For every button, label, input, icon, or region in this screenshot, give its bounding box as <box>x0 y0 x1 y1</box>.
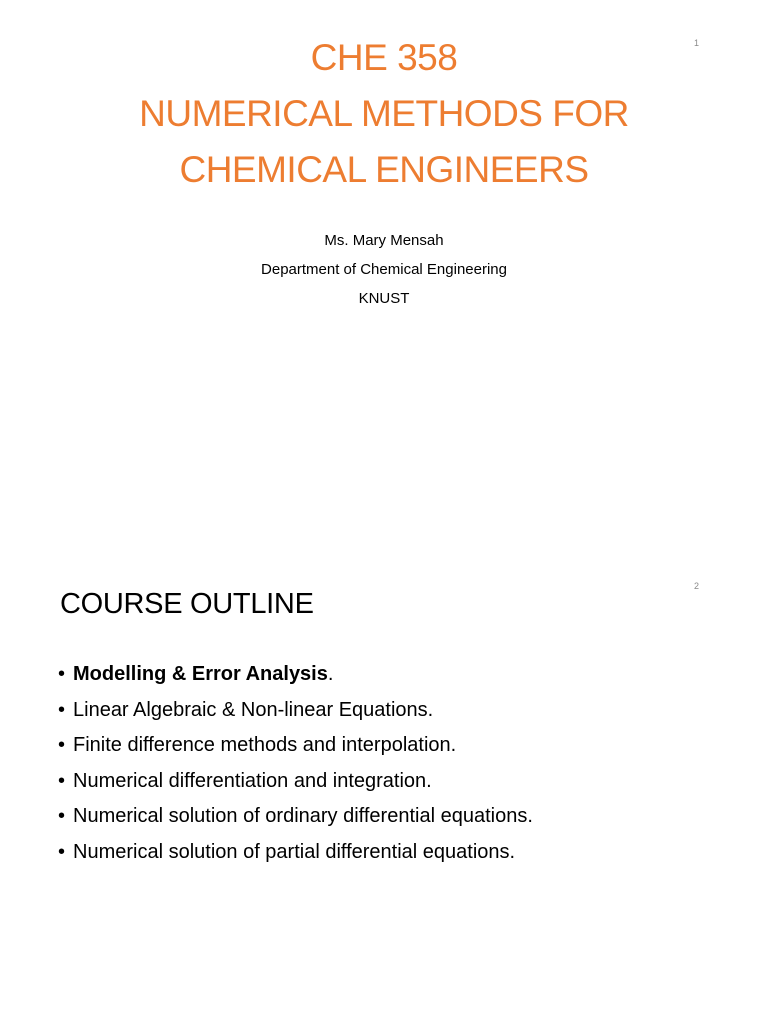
outline-item <box>58 835 533 871</box>
outline-item <box>58 657 533 693</box>
bullet-icon: • <box>58 698 66 721</box>
outline-item-text: Linear Algebraic & Non-linear Equations. <box>73 698 434 721</box>
bullet-icon: • <box>58 663 66 685</box>
outline-item <box>58 799 533 835</box>
course-title-line-1: NUMERICAL METHODS FOR <box>139 93 629 134</box>
slide-1-page-number: 1 <box>693 38 699 48</box>
slide-2 <box>0 512 768 1024</box>
bullet-icon: • <box>58 840 66 863</box>
outline-item-text: Numerical solution of ordinary differential equations. <box>73 805 533 828</box>
outline-item-bold: Modelling & Error Analysis <box>73 663 328 685</box>
course-title-line-2: CHEMICAL ENGINEERS <box>179 149 589 190</box>
outline-item <box>58 693 533 729</box>
lecturer-name: Ms. Mary Mensah <box>324 232 444 249</box>
outline-item <box>58 764 533 800</box>
bullet-icon: • <box>58 734 66 757</box>
course-outline-list <box>58 657 533 871</box>
slide-title <box>0 30 768 198</box>
slide-2-page-number: 2 <box>693 581 699 591</box>
outline-item-text: Numerical solution of partial differential equations. <box>73 840 516 863</box>
outline-item-text: Finite difference methods and interpolation. <box>73 734 457 757</box>
slide-subtitle <box>0 226 768 313</box>
institution-name: KNUST <box>358 290 410 307</box>
bullet-icon: • <box>58 769 66 792</box>
department-name: Department of Chemical Engineering <box>261 261 507 278</box>
outline-item-text: . <box>327 663 334 685</box>
outline-item <box>58 728 533 764</box>
bullet-icon: • <box>58 805 66 828</box>
outline-item-text: Numerical differentiation and integration. <box>73 769 432 792</box>
course-code: CHE 358 <box>310 37 458 78</box>
course-outline-heading: COURSE OUTLINE <box>60 588 314 620</box>
